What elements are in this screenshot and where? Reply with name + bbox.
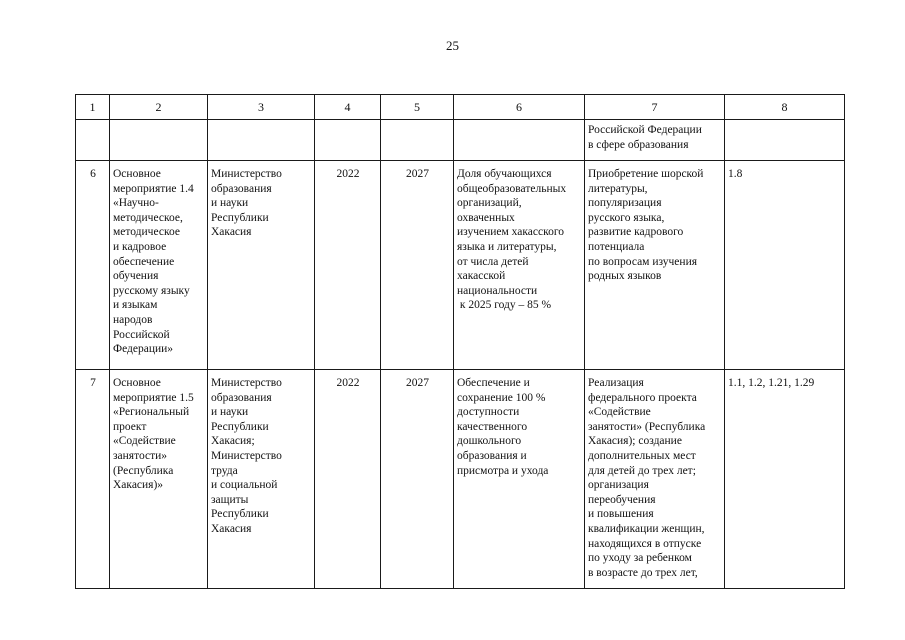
text-line: родных языков bbox=[588, 270, 662, 283]
text-line: образования bbox=[211, 391, 272, 404]
link-cell bbox=[585, 161, 725, 370]
text-line: проект bbox=[113, 420, 147, 433]
text-line: для детей до трех лет; bbox=[588, 464, 696, 477]
end-year: 2027 bbox=[381, 161, 454, 370]
text-line: к 2025 году – 85 % bbox=[457, 299, 552, 312]
text-line: Хакасия; bbox=[211, 435, 255, 448]
event-cell bbox=[110, 370, 208, 589]
text-line: занятости» (Республика bbox=[588, 420, 706, 433]
header-cell: 2 bbox=[110, 95, 208, 120]
text-line: присмотра и ухода bbox=[457, 464, 549, 477]
text-line: по уходу за ребенком bbox=[588, 552, 692, 565]
text-line: Республики bbox=[211, 420, 269, 433]
text-line: федерального проекта bbox=[588, 391, 697, 404]
text-line: мероприятие 1.4 bbox=[113, 182, 194, 195]
text-line: труда bbox=[211, 464, 238, 477]
text-line: качественного bbox=[457, 420, 528, 433]
text-line: Министерство bbox=[211, 168, 282, 180]
text-line: развитие кадрового bbox=[588, 226, 684, 239]
text-line: Приобретение шорской bbox=[588, 168, 704, 180]
text-line: и науки bbox=[211, 197, 249, 210]
header-cell: 7 bbox=[585, 95, 725, 120]
result-cell bbox=[454, 161, 585, 370]
event-cell bbox=[110, 161, 208, 370]
text-line: мероприятие 1.5 bbox=[113, 391, 194, 404]
continuation-row bbox=[76, 120, 845, 161]
text-line: занятости» bbox=[113, 449, 168, 462]
text-line: Федерации» bbox=[113, 343, 174, 356]
text-line: в сфере образования bbox=[588, 138, 689, 151]
text-line: Хакасия)» bbox=[113, 479, 164, 492]
indicators-cell: 1.1, 1.2, 1.21, 1.29 bbox=[725, 370, 845, 589]
text-line: обучения bbox=[113, 270, 159, 283]
text-line: Хакасия bbox=[211, 226, 252, 239]
text-line: образования и bbox=[457, 449, 527, 462]
text-line: и науки bbox=[211, 406, 249, 419]
text-line: Республики bbox=[211, 211, 269, 224]
text-line: доступности bbox=[457, 406, 520, 419]
text-line: общеобразовательных bbox=[457, 182, 567, 195]
text-line: дополнительных мест bbox=[588, 449, 696, 462]
table-cell bbox=[725, 120, 845, 161]
table-cell bbox=[76, 120, 110, 161]
start-year: 2022 bbox=[315, 161, 381, 370]
text-line: изучением хакасского bbox=[457, 226, 565, 239]
header-cell: 6 bbox=[454, 95, 585, 120]
text-line: охваченных bbox=[457, 211, 515, 224]
text-line: организаций, bbox=[457, 197, 522, 210]
text-line: Основное bbox=[113, 377, 161, 389]
text-line: и языкам bbox=[113, 299, 158, 312]
row-number: 6 bbox=[76, 161, 110, 370]
link-cell bbox=[585, 370, 725, 589]
text-line: дошкольного bbox=[457, 435, 522, 448]
table-cell bbox=[208, 120, 315, 161]
text-line: по вопросам изучения bbox=[588, 255, 698, 268]
text-line: Хакасия bbox=[211, 522, 252, 535]
text-line: русскому языку bbox=[113, 284, 190, 297]
end-year: 2027 bbox=[381, 370, 454, 589]
table-cell bbox=[454, 120, 585, 161]
executor-cell bbox=[208, 370, 315, 589]
text-line: Доля обучающихся bbox=[457, 168, 552, 180]
header-cell: 3 bbox=[208, 95, 315, 120]
text-line: и повышения bbox=[588, 508, 654, 521]
text-line: и кадровое bbox=[113, 240, 167, 253]
indicators-cell: 1.8 bbox=[725, 161, 845, 370]
text-line: Министерство bbox=[211, 449, 282, 462]
text-line: «Содействие bbox=[588, 406, 651, 419]
program-table bbox=[75, 94, 845, 589]
header-cell: 8 bbox=[725, 95, 845, 120]
text-line: языка и литературы, bbox=[457, 240, 557, 253]
text-line: от числа детей bbox=[457, 255, 529, 268]
text-line: литературы, bbox=[588, 182, 648, 195]
text-line: организация bbox=[588, 479, 649, 492]
text-line: потенциала bbox=[588, 240, 645, 253]
text-line: «Научно- bbox=[113, 197, 159, 210]
table-row bbox=[76, 370, 845, 589]
executor-cell bbox=[208, 161, 315, 370]
text-line: Обеспечение и bbox=[457, 377, 530, 389]
start-year: 2022 bbox=[315, 370, 381, 589]
text-line: хакасской bbox=[457, 270, 506, 283]
text-line: национальности bbox=[457, 284, 538, 297]
row-number: 7 bbox=[76, 370, 110, 589]
table-cell bbox=[110, 120, 208, 161]
text-line: находящихся в отпуске bbox=[588, 537, 702, 550]
header-cell: 4 bbox=[315, 95, 381, 120]
text-line: обеспечение bbox=[113, 255, 175, 268]
text-line: Основное bbox=[113, 168, 161, 180]
text-line: «Содействие bbox=[113, 435, 176, 448]
continuation-text bbox=[585, 120, 725, 161]
text-line: образования bbox=[211, 182, 272, 195]
header-row bbox=[76, 95, 845, 120]
text-line: популяризация bbox=[588, 197, 662, 210]
text-line: Российской Федерации bbox=[588, 124, 702, 136]
table-cell bbox=[381, 120, 454, 161]
text-line: Министерство bbox=[211, 377, 282, 389]
text-line: и социальной bbox=[211, 479, 278, 492]
text-line: сохранение 100 % bbox=[457, 391, 546, 404]
text-line: методическое, bbox=[113, 211, 183, 224]
text-line: в возрасте до трех лет, bbox=[588, 566, 698, 579]
text-line: переобучения bbox=[588, 493, 656, 506]
result-cell bbox=[454, 370, 585, 589]
text-line: народов bbox=[113, 313, 153, 326]
page-number: 25 bbox=[446, 38, 459, 53]
text-line: квалификации женщин, bbox=[588, 522, 705, 535]
text-line: русского языка, bbox=[588, 211, 665, 224]
header-cell: 5 bbox=[381, 95, 454, 120]
text-line: Российской bbox=[113, 328, 170, 341]
table-cell bbox=[315, 120, 381, 161]
text-line: (Республика bbox=[113, 464, 174, 477]
text-line: «Региональный bbox=[113, 406, 190, 419]
text-line: методическое bbox=[113, 226, 180, 239]
text-line: защиты bbox=[211, 493, 249, 506]
text-line: Хакасия); создание bbox=[588, 435, 682, 448]
text-line: Республики bbox=[211, 508, 269, 521]
header-cell: 1 bbox=[76, 95, 110, 120]
text-line: Реализация bbox=[588, 377, 644, 389]
table-row bbox=[76, 161, 845, 370]
